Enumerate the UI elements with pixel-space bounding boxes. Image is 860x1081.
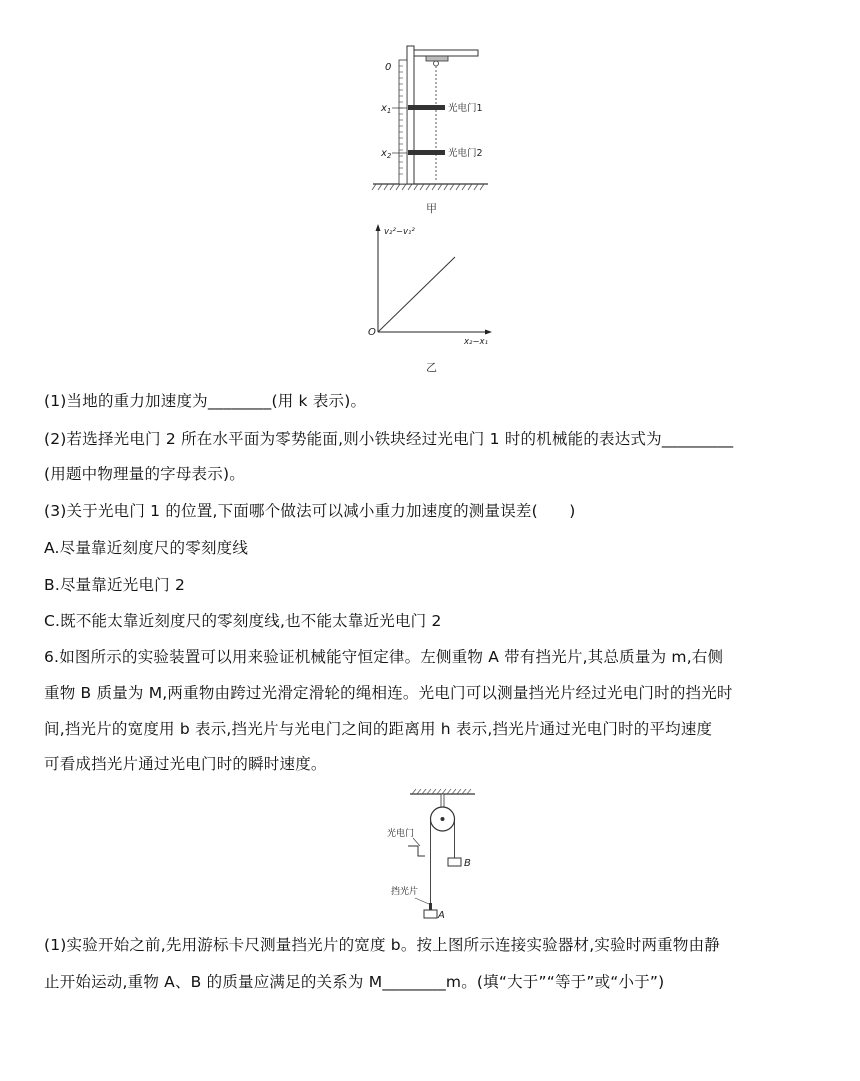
card-label: 挡光片 — [391, 887, 419, 897]
y-axis-arrow — [376, 224, 381, 231]
ceiling-hatch — [412, 789, 471, 794]
problem6-line4: 可看成挡光片通过光电门时的瞬时速度。 — [44, 755, 327, 773]
sub1-line1: (1)实验开始之前,先用游标卡尺测量挡光片的宽度 b。按上图所示连接实验器材,实验时两重物由静 — [44, 936, 720, 954]
ground-hatch — [372, 184, 484, 190]
photogate-2-label: 光电门2 — [448, 148, 483, 159]
x1-label: $x_1$ — [381, 103, 392, 115]
gate-leader — [413, 838, 420, 846]
mass-a-label: A — [438, 910, 445, 921]
problem6-line3: 间,挡光片的宽度用 b 表示,挡光片与光电门之间的距离用 h 表示,挡光片通过光电门时的平均速度 — [44, 720, 713, 738]
q3-line: (3)关于光电门 1 的位置,下面哪个做法可以减小重力加速度的测量误差( ) — [44, 502, 576, 520]
photogate-1-label: 光电门1 — [448, 103, 483, 114]
q2-line: (2)若选择光电门 2 所在水平面为零势能面,则小铁块经过光电门 1 时的机械能的表达式为_________ — [44, 430, 734, 448]
mass-b-label: B — [464, 858, 471, 869]
top-arm — [414, 50, 478, 56]
electromagnet — [426, 56, 448, 61]
ruler — [399, 60, 407, 184]
option-b: B.尽量靠近光电门 2 — [44, 576, 186, 594]
photogate-1-bar — [408, 105, 445, 110]
figure-pulley — [385, 786, 495, 922]
pulley-axle — [441, 817, 445, 821]
stand-post — [407, 46, 414, 184]
problem6-line2: 重物 B 质量为 M,两重物由跨过光滑定滑轮的绳相连。光电门可以测量挡光片经过光电门时的挡光时 — [44, 684, 733, 702]
origin-label: O — [368, 327, 376, 338]
mass-b-block — [448, 858, 461, 866]
shading-card — [429, 903, 432, 910]
photogate-label: 光电门 — [387, 829, 415, 839]
q1-line: (1)当地的重力加速度为________(用 k 表示)。 — [44, 392, 367, 410]
y-axis-label: v₂²−v₁² — [384, 227, 415, 237]
mass-a-block — [424, 910, 437, 918]
ruler-zero-label: 0 — [385, 62, 392, 73]
figure-jia — [370, 40, 500, 215]
photogate-shape — [408, 846, 425, 856]
figure-yi-caption: 乙 — [426, 361, 437, 374]
iron-block — [434, 61, 439, 66]
photogate-2-bar — [408, 150, 445, 155]
x-axis-arrow — [485, 330, 492, 335]
x-axis-label: x₂−x₁ — [464, 337, 488, 347]
option-a: A.尽量靠近刻度尺的零刻度线 — [44, 539, 249, 557]
sub1-line2: 止开始运动,重物 A、B 的质量应满足的关系为 M________m。(填“大于”“等于”或“小于”) — [44, 973, 665, 991]
card-leader — [415, 898, 429, 904]
figure-yi — [360, 222, 510, 350]
q2-line-cont: (用题中物理量的字母表示)。 — [44, 465, 245, 483]
x2-label: $x_2$ — [381, 148, 392, 160]
problem6-line1: 6.如图所示的实验装置可以用来验证机械能守恒定律。左侧重物 A 带有挡光片,其总质量为 m,右侧 — [44, 648, 724, 666]
figure-jia-caption: 甲 — [426, 202, 437, 215]
graph-line — [378, 257, 455, 332]
option-c: C.既不能太靠近刻度尺的零刻度线,也不能太靠近光电门 2 — [44, 612, 442, 630]
